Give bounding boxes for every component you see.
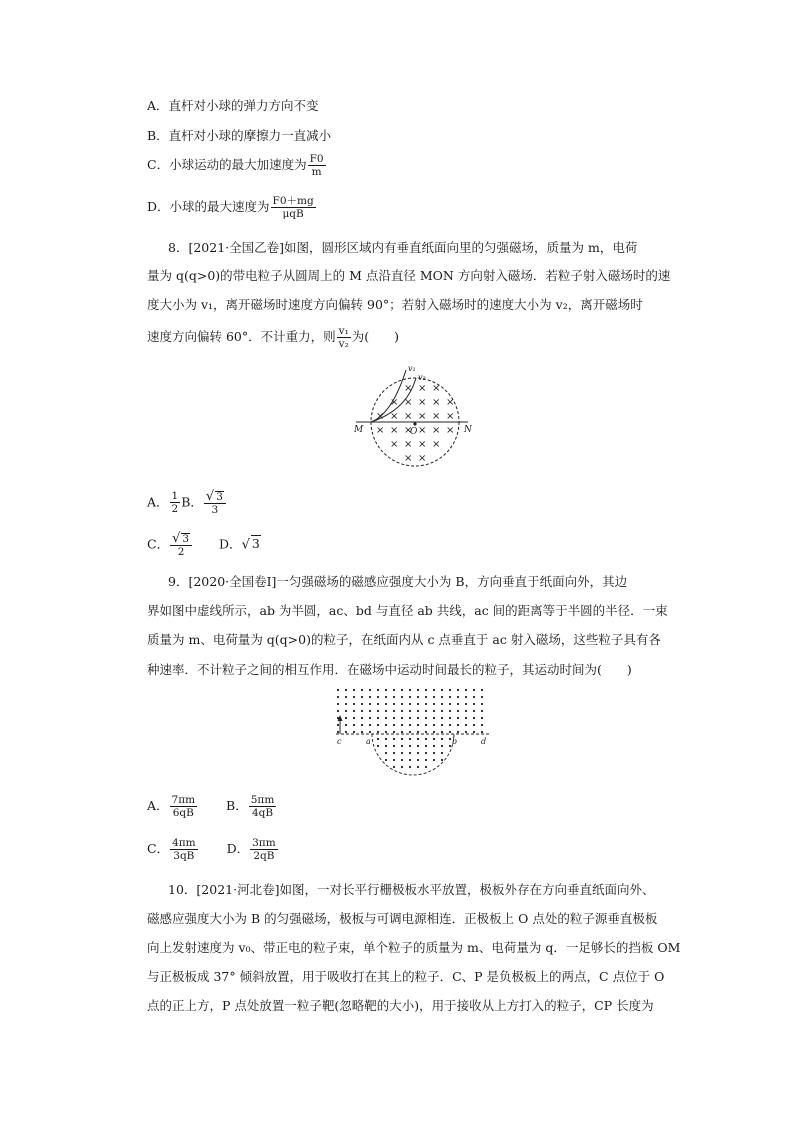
q9-field-dot [401,724,403,726]
q9-field-dot [393,717,395,719]
q8-cross-mark: × [390,397,399,408]
q9-field-dot [401,703,403,705]
q9-field-dot [369,731,371,733]
q10-line-2: 磁感应强度大小为 B 的匀强磁场，极板与可调电源相连．正极板上 O 点处的粒子源垂直极板 [147,911,658,926]
q9-option-a-num: 7πm [171,794,196,806]
q9-option-b-fraction [249,795,277,818]
q9-field-dot [481,710,483,712]
q8-option-b-fraction [204,490,226,516]
q9-field-dot [409,717,411,719]
q9-field-dot [457,703,459,705]
q9-field-dot [385,731,387,733]
q9-field-dot [393,766,395,768]
q9-field-dot [393,759,395,761]
q9-field-dot [353,731,355,733]
q9-line-2: 界如图中虚线所示，ab 为半圆，ac、bd 与直径 ab 共线，ac 间的距离等于半圆的半径．一束 [147,603,668,618]
q9-field-dot [417,759,419,761]
q9-field-dot [337,703,339,705]
q7-option-c-den: m [308,165,326,178]
q9-field-dot [417,689,419,691]
q9-field-dot [473,703,475,705]
q8-center-dot [413,422,416,425]
q9-field-dot [449,689,451,691]
q9-field-dot [481,703,483,705]
q9-option-c-num: 4πm [172,837,196,849]
q9-field-dot [465,696,467,698]
q9-field-dot [409,738,411,740]
q9-field-dot [401,759,403,761]
q8-cross-mark: × [404,411,413,422]
q9-field-dot [393,738,395,740]
q8-line-4 [147,326,399,349]
q9-field-dot [401,752,403,754]
q9-field-dot [417,717,419,719]
q8-ratio-fraction [337,326,351,349]
q9-option-d-fraction [250,838,278,861]
q9-field-dot [441,731,443,733]
q8-cross-mark: × [418,425,427,436]
q9-field-dot [433,752,435,754]
q9-field-dot [465,689,467,691]
q9-field-dot [433,703,435,705]
q9-field-dot [425,703,427,705]
q9-field-dot [417,731,419,733]
q9-field-dot [425,738,427,740]
q8-option-a-num: 1 [171,490,179,503]
q8-cross-mark: × [390,439,399,450]
q7-option-d-num: F0＋mg [272,195,314,207]
q8-option-a-den: 2 [171,502,179,515]
q9-field-dot [385,724,387,726]
q8-ratio-den: v₂ [338,337,349,350]
q9-field-dot [377,738,379,740]
q9-field-dot [369,696,371,698]
q8-cross-mark: × [418,383,427,394]
q9-field-dot [449,731,451,733]
q9-field-dot [385,696,387,698]
q9-field-dot [449,703,451,705]
q8-option-d-label: D． [219,536,242,552]
q9-field-dot [369,724,371,726]
q9-field-dot [481,724,483,726]
q9-field-dot [353,724,355,726]
q9-field-dot [465,703,467,705]
q8-line-3: 度大小为 v₁，离开磁场时速度方向偏转 90°；若射入磁场时的速度大小为 v₂，离开磁场时 [147,297,643,312]
q9-field-dot [433,731,435,733]
q9-field-dot [433,710,435,712]
q9-field-dot [457,717,459,719]
q8-label-n: N [464,425,472,435]
q9-line-1: 9．[2020·全国卷Ⅰ]一匀强磁场的磁感应强度大小为 B，方向垂直于纸面向外，其边 [168,574,628,589]
q9-field-dot [409,703,411,705]
q9-field-dot [393,696,395,698]
q8-option-b-num: √ 3 [205,489,223,504]
q7-option-d-fraction [271,196,316,219]
q9-field-dot [385,710,387,712]
q8-label-m: M [354,425,364,435]
q8-option-c-den: 2 [170,545,192,558]
q9-field-dot [417,766,419,768]
q9-option-b-num: 5πm [250,794,275,806]
q9-field-dot [481,696,483,698]
q9-field-dot [425,766,427,768]
q9-label-c: c [337,737,342,746]
q9-field-dot [409,696,411,698]
q9-field-dot [353,717,355,719]
q9-field-dot [473,717,475,719]
q9-field-dot [441,710,443,712]
q9-field-dot [409,745,411,747]
q8-cross-mark: × [418,453,427,464]
q8-options-ab [147,490,227,516]
q9-field-dot [385,759,387,761]
q8-option-c-label: C． [147,536,170,552]
q10-line-1: 10．[2021·河北卷]如图，一对长平行栅极板水平放置，极板外存在方向垂直纸面向外、 [168,882,655,897]
q9-field-dot [353,703,355,705]
q8-cross-mark: × [446,411,455,422]
q9-field-dot [417,703,419,705]
q9-field-dot [369,717,371,719]
q9-field-dot [409,710,411,712]
q9-field-dot [441,759,443,761]
q9-field-dot [377,689,379,691]
q9-option-a-fraction [170,795,198,818]
q9-field-dot [361,717,363,719]
q9-field-dot [425,717,427,719]
q9-field-dot [457,689,459,691]
q9-field-dot [345,724,347,726]
q8-cross-mark: × [404,425,413,436]
q7-option-c-text: C．小球运动的最大加速度为 [147,157,307,172]
q9-label-b: b [452,737,458,746]
q8-option-c-radicand: 3 [182,533,190,545]
q9-field-dot [353,696,355,698]
q9-magnetic-field-figure [332,684,494,786]
q8-cross-mark: × [376,411,385,422]
q9-field-dot [465,724,467,726]
q9-field-dot [345,710,347,712]
q8-option-b-den: 3 [204,503,226,516]
q7-option-b: B．直杆对小球的摩擦力一直减小 [147,128,332,143]
q8-cross-mark: × [376,425,385,436]
q9-field-dot [345,731,347,733]
q9-field-dot [417,738,419,740]
q9-field-dot [433,717,435,719]
q9-field-dot [409,766,411,768]
q9-field-dot [417,724,419,726]
q9-field-dot [385,689,387,691]
q9-field-dot [417,745,419,747]
q9-option-d-num: 3πm [252,837,276,849]
q9-field-dot [473,696,475,698]
q9-field-dot [449,696,451,698]
q7-option-a: A．直杆对小球的弹力方向不变 [147,98,319,113]
q9-field-dot [377,710,379,712]
q9-field-dot [393,752,395,754]
q7-option-d-den: μqB [271,207,316,220]
q9-field-dot [425,745,427,747]
q9-field-dot [457,724,459,726]
q9-field-dot [481,731,483,733]
q9-field-dot [385,745,387,747]
q8-line-4-tail: 为( ) [351,329,400,344]
q8-line-1: 8．[2021·全国乙卷]如图，圆形区域内有垂直纸面向里的匀强磁场，质量为 m，电荷 [168,240,638,255]
q9-option-b-label: B． [226,798,248,813]
q9-field-dot [393,689,395,691]
q9-field-dot [401,717,403,719]
q9-field-dot [441,738,443,740]
q9-field-dot [441,703,443,705]
q9-field-dot [473,724,475,726]
q8-options-cd [147,532,261,558]
q7-option-c [147,154,327,177]
q8-label-v1: v₁ [408,364,416,373]
q9-field-dot [449,724,451,726]
q9-field-dot [401,745,403,747]
q9-field-dot [433,738,435,740]
q9-label-a: a [366,737,371,746]
q9-label-d: d [481,737,487,746]
q8-option-d-radicand: 3 [251,536,260,552]
q8-cross-mark: × [390,425,399,436]
q9-field-dot [465,717,467,719]
q9-option-d-label: D． [226,841,250,856]
q9-field-dot [425,696,427,698]
q7-option-c-num: F0 [309,153,324,165]
q9-field-dot [417,696,419,698]
q9-line-4: 种速率．不计粒子之间的相互作用．在磁场中运动时间最长的粒子，其运动时间为( ) [147,662,632,677]
q8-cross-mark: × [404,397,413,408]
q9-field-dot [433,745,435,747]
q9-field-dot [481,717,483,719]
q9-option-d-den: 2qB [250,849,278,862]
q9-field-dot [465,710,467,712]
q9-field-dot [385,752,387,754]
q9-field-dot [361,724,363,726]
q9-field-dot [377,724,379,726]
q9-field-dot [433,724,435,726]
q9-option-a-label: A． [147,798,169,813]
q8-label-o: O [410,427,418,437]
q9-field-dot [369,710,371,712]
q9-field-dot [385,738,387,740]
q9-field-dot [393,724,395,726]
q9-field-dot [337,724,339,726]
q9-option-c-den: 3qB [170,849,198,862]
q9-field-dot [377,745,379,747]
q9-field-dot [337,710,339,712]
q8-option-b-radicand: 3 [216,491,223,503]
q9-option-b-den: 4qB [249,806,277,819]
q8-cross-mark: × [432,425,441,436]
q8-cross-mark: × [404,453,413,464]
q9-field-dot [377,696,379,698]
q9-field-dot [337,696,339,698]
q9-field-dot [441,717,443,719]
q9-field-dot [385,717,387,719]
q9-line-3: 质量为 m、电荷量为 q(q>0)的粒子，在纸面内从 c 点垂直于 ac 射入磁场，这些粒子具有各 [147,632,661,647]
q9-options-cd [147,838,279,861]
q9-field-dot [401,696,403,698]
q9-option-a-den: 6qB [170,806,198,819]
q9-field-dot [377,731,379,733]
q9-field-dot [393,745,395,747]
q8-option-c-num: √ 3 [172,531,190,546]
q9-field-dot [457,696,459,698]
q7-option-d-text: D．小球的最大速度为 [147,199,270,214]
q9-field-dot [361,689,363,691]
q9-field-dot [409,689,411,691]
q8-cross-mark: × [432,397,441,408]
q8-cross-mark: × [446,425,455,436]
q9-field-dot [353,689,355,691]
q8-cross-mark: × [404,439,413,450]
q9-field-dot [425,752,427,754]
q9-field-dot [473,689,475,691]
q8-option-a-fraction [170,491,181,514]
q10-line-5: 点的正上方，P 点处放置一粒子靶(忽略靶的大小)，用于接收从上方打入的粒子，CP 长度为 [147,998,654,1013]
q9-field-dot [401,710,403,712]
q9-field-dot [401,738,403,740]
q9-field-dot [441,724,443,726]
q9-field-dot [441,745,443,747]
q9-field-dot [377,703,379,705]
q9-field-dot [401,766,403,768]
q9-field-dot [441,689,443,691]
q9-field-dot [409,724,411,726]
q9-field-dot [441,752,443,754]
q9-field-dot [417,710,419,712]
q9-field-dot [401,689,403,691]
q8-cross-mark: × [404,383,413,394]
q9-field-dot [409,759,411,761]
q8-option-c-fraction [170,532,192,558]
q9-field-dot [425,710,427,712]
q8-ratio-num: v₁ [338,325,349,337]
q8-label-v2: v₂ [418,373,426,382]
q9-field-dot [425,724,427,726]
q8-magnetic-field-figure [352,362,478,470]
q9-field-dot [433,696,435,698]
q9-field-dot [393,731,395,733]
q9-field-dot [433,689,435,691]
q9-field-dot [345,717,347,719]
q9-field-dot [425,759,427,761]
q7-option-d [147,196,317,219]
q9-field-dot [449,710,451,712]
q8-option-b-label: B． [181,494,203,510]
q9-field-dot [369,689,371,691]
q9-field-dot [401,731,403,733]
q9-field-dot [473,710,475,712]
q9-field-dot [409,731,411,733]
q8-cross-mark: × [432,411,441,422]
q9-option-c-label: C． [147,841,170,856]
q9-field-dot [345,703,347,705]
q9-field-dot [353,710,355,712]
q8-cross-mark: × [390,411,399,422]
q9-field-dot [393,710,395,712]
q9-field-dot [425,689,427,691]
q9-options-ab [147,795,277,818]
q9-dot-grid [337,689,483,768]
q9-field-dot [457,731,459,733]
q9-field-dot [345,696,347,698]
q10-line-3: 向上发射速度为 v₀、带正电的粒子束，单个粒子的质量为 m、电荷量为 q．一足够长的挡板 OM [147,940,681,955]
q7-option-c-fraction [308,154,326,177]
q9-field-dot [361,703,363,705]
q8-cross-mark: × [418,439,427,450]
q9-field-dot [345,689,347,691]
q9-field-dot [361,731,363,733]
q9-field-dot [425,731,427,733]
q9-field-dot [369,703,371,705]
q9-field-dot [337,689,339,691]
q9-field-dot [417,752,419,754]
q9-field-dot [473,731,475,733]
q8-line-4-text: 速度方向偏转 60°．不计重力，则 [147,329,336,344]
q10-line-4: 与正极板成 37° 倾斜放置，用于吸收打在其上的粒子．C、P 是负极板上的两点，C 点位于 O [147,969,665,984]
q9-field-dot [361,696,363,698]
q9-semicircle-boundary [372,734,454,775]
q9-field-dot [433,759,435,761]
q9-field-dot [481,689,483,691]
q9-field-dot [449,745,451,747]
q8-cross-mark: × [432,383,441,394]
q9-field-dot [393,703,395,705]
q9-field-dot [385,703,387,705]
q9-field-dot [337,731,339,733]
q9-field-dot [377,717,379,719]
q8-cross-mark: × [446,397,455,408]
q9-field-dot [441,696,443,698]
q9-field-dot [457,710,459,712]
q9-field-dot [449,717,451,719]
q8-cross-mark: × [418,411,427,422]
q9-field-dot [361,710,363,712]
q8-option-a-label: A． [147,494,169,510]
q8-line-2: 量为 q(q>0)的带电粒子从圆周上的 M 点沿直径 MON 方向射入磁场．若粒子射入磁场时的速 [147,268,671,283]
q8-cross-mark: × [418,397,427,408]
q9-option-c-fraction [170,838,198,861]
q9-field-dot [449,738,451,740]
q8-option-d-sqrt-sign: √ [241,537,250,553]
q8-cross-mark: × [432,439,441,450]
q9-field-dot [409,752,411,754]
q9-field-dot [465,731,467,733]
